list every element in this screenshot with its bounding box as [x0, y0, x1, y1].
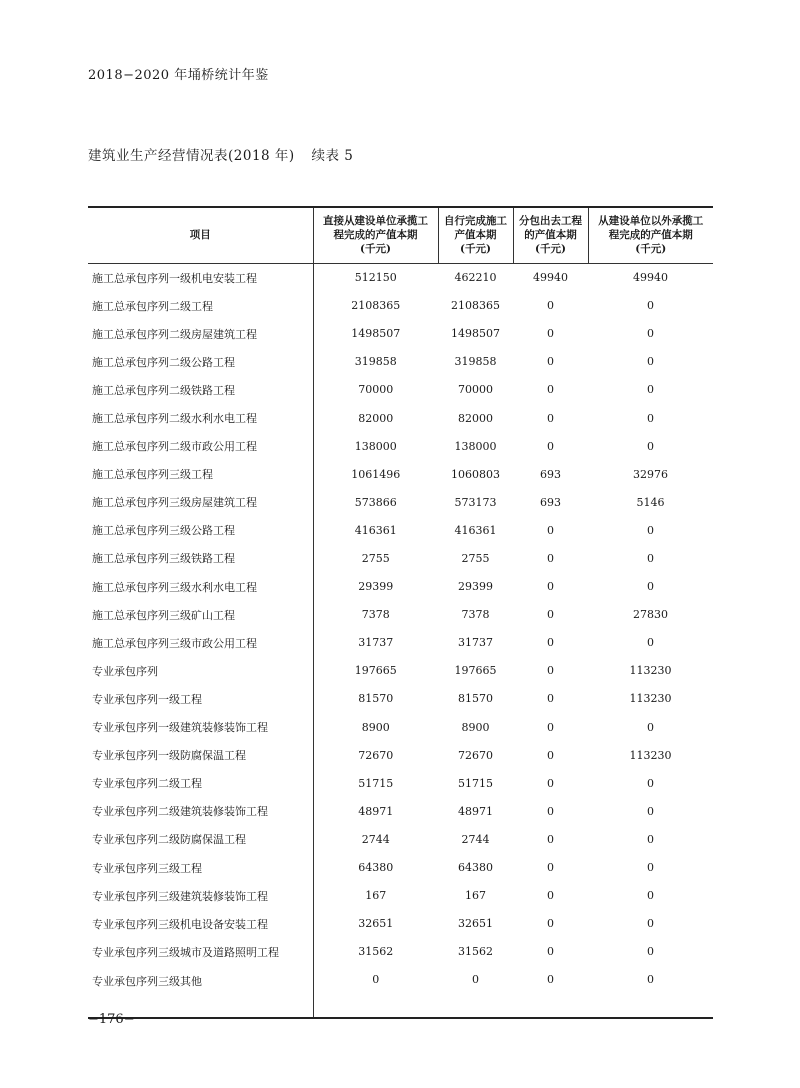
row-name: 专业承包序列一级建筑装修装饰工程 [92, 721, 268, 735]
row-name: 施工总承包序列二级房屋建筑工程 [92, 327, 257, 341]
cell-self-value: 48971 [458, 804, 493, 818]
cell-direct-value: 72670 [313, 741, 438, 769]
cell-direct-value: 32651 [313, 910, 438, 938]
cell-self-value: 81570 [458, 692, 493, 706]
table-row [88, 460, 713, 488]
cell-direct-value: 1061496 [313, 460, 438, 488]
table-row [88, 882, 713, 910]
cell-subcontracted-value: 0 [547, 636, 554, 650]
cell-direct-value: 138000 [313, 432, 438, 460]
cell-self-value: 64380 [458, 861, 493, 875]
row-name: 专业承包序列二级工程 [92, 777, 202, 791]
table-row [88, 432, 713, 460]
cell-direct-value: 0 [313, 966, 438, 1018]
table-row [88, 263, 713, 292]
cell-other-value: 0 [588, 966, 713, 1018]
cell-direct-value: 31737 [313, 629, 438, 657]
cell-other-value: 0 [647, 917, 654, 931]
column-header-line: 项目 [189, 229, 211, 242]
table-row [88, 685, 713, 713]
table-row [88, 741, 713, 769]
cell-subcontracted-value: 0 [547, 355, 554, 369]
cell-direct-value: 64380 [313, 853, 438, 881]
cell-other-value: 0 [647, 945, 654, 959]
cell-self-value: 462210 [454, 271, 497, 285]
cell-other-value: 0 [647, 439, 654, 453]
row-name: 专业承包序列三级工程 [92, 861, 202, 875]
cell-subcontracted-value: 0 [547, 608, 554, 622]
column-header-self [438, 207, 513, 263]
row-name: 施工总承包序列二级铁路工程 [92, 383, 235, 397]
table-row [88, 348, 713, 376]
column-header-line: 的产值本期 [524, 229, 577, 242]
cell-subcontracted-value: 0 [547, 383, 554, 397]
column-header-item [88, 207, 313, 263]
cell-direct-value: 29399 [313, 573, 438, 601]
cell-self-value: 138000 [454, 439, 497, 453]
table-row [88, 516, 713, 544]
row-name: 专业承包序列二级防腐保温工程 [92, 833, 246, 847]
table-row [88, 404, 713, 432]
cell-direct-value: 2744 [313, 825, 438, 853]
cell-direct-value: 31562 [313, 938, 438, 966]
cell-other-value: 0 [647, 383, 654, 397]
table-row [88, 910, 713, 938]
column-header-line: (千元) [460, 243, 491, 256]
cell-direct-value: 319858 [313, 348, 438, 376]
row-name: 施工总承包序列三级房屋建筑工程 [92, 496, 257, 510]
column-header-line: 程完成的产值本期 [333, 229, 418, 242]
cell-self-value: 72670 [458, 748, 493, 762]
table-body [88, 263, 713, 1018]
cell-self-value: 70000 [458, 383, 493, 397]
cell-direct-value: 48971 [313, 797, 438, 825]
cell-other-value: 0 [647, 299, 654, 313]
cell-other-value: 32976 [633, 467, 668, 481]
cell-subcontracted-value: 0 [547, 945, 554, 959]
table-row [88, 376, 713, 404]
table-row [88, 966, 713, 1018]
cell-other-value: 113230 [629, 748, 672, 762]
table-row [88, 853, 713, 881]
cell-self-value: 32651 [458, 917, 493, 931]
page-number: −176− [88, 1012, 135, 1027]
row-name: 施工总承包序列三级公路工程 [92, 524, 235, 538]
table-title-text: 建筑业生产经营情况表(2018 年) [88, 148, 295, 164]
row-name: 施工总承包序列二级市政公用工程 [92, 440, 257, 454]
row-name: 施工总承包序列二级水利水电工程 [92, 412, 257, 426]
cell-direct-value: 81570 [313, 685, 438, 713]
cell-direct-value: 82000 [313, 404, 438, 432]
cell-other-value: 0 [647, 832, 654, 846]
column-header-line: 从建设单位以外承揽工 [598, 215, 704, 228]
row-name: 施工总承包序列三级市政公用工程 [92, 636, 257, 650]
cell-direct-value: 197665 [313, 657, 438, 685]
row-name: 专业承包序列三级城市及道路照明工程 [92, 945, 279, 959]
cell-other-value: 0 [647, 804, 654, 818]
table-row [88, 320, 713, 348]
cell-self-value: 51715 [458, 776, 493, 790]
row-name: 专业承包序列二级建筑装修装饰工程 [92, 805, 268, 819]
cell-direct-value: 8900 [313, 713, 438, 741]
cell-subcontracted-value: 0 [547, 917, 554, 931]
column-header-line: 产值本期 [454, 229, 497, 242]
cell-subcontracted-value: 0 [547, 551, 554, 565]
cell-self-value: 2108365 [451, 299, 500, 313]
column-header-line: (千元) [360, 243, 391, 256]
table-row [88, 573, 713, 601]
cell-direct-value: 51715 [313, 769, 438, 797]
cell-other-value: 0 [647, 411, 654, 425]
row-name: 专业承包序列 [92, 664, 158, 678]
cell-other-value: 0 [647, 636, 654, 650]
table-row [88, 544, 713, 572]
header-row [88, 207, 713, 263]
statistics-table [88, 206, 713, 1019]
cell-direct-value: 7378 [313, 601, 438, 629]
cell-subcontracted-value: 49940 [533, 271, 568, 285]
table-row [88, 825, 713, 853]
cell-other-value: 0 [647, 861, 654, 875]
cell-self-value: 29399 [458, 580, 493, 594]
cell-direct-value: 70000 [313, 376, 438, 404]
column-header-other [588, 207, 713, 263]
cell-direct-value: 1498507 [313, 320, 438, 348]
cell-self-value: 0 [438, 966, 513, 1018]
cell-subcontracted-value: 0 [547, 327, 554, 341]
cell-subcontracted-value: 0 [547, 580, 554, 594]
cell-other-value: 27830 [633, 608, 668, 622]
cell-subcontracted-value: 0 [547, 411, 554, 425]
row-name: 施工总承包序列三级工程 [92, 468, 213, 482]
row-name: 专业承包序列一级工程 [92, 692, 202, 706]
cell-self-value: 319858 [454, 355, 497, 369]
table-row [88, 657, 713, 685]
cell-direct-value: 512150 [313, 263, 438, 292]
table-row [88, 938, 713, 966]
cell-subcontracted-value: 0 [547, 692, 554, 706]
cell-self-value: 573173 [454, 495, 497, 509]
column-header-line: 分包出去工程 [519, 215, 582, 228]
cell-direct-value: 573866 [313, 488, 438, 516]
table-row [88, 601, 713, 629]
cell-subcontracted-value: 0 [547, 299, 554, 313]
cell-other-value: 0 [647, 551, 654, 565]
cell-subcontracted-value: 0 [547, 804, 554, 818]
row-name: 施工总承包序列一级机电安装工程 [92, 271, 257, 285]
cell-other-value: 0 [647, 327, 654, 341]
cell-self-value: 2755 [461, 551, 490, 565]
cell-subcontracted-value: 0 [547, 664, 554, 678]
table-row [88, 713, 713, 741]
row-name: 专业承包序列三级建筑装修装饰工程 [92, 889, 268, 903]
cell-other-value: 0 [647, 523, 654, 537]
cell-subcontracted-value: 693 [540, 467, 561, 481]
cell-self-value: 2744 [461, 832, 490, 846]
cell-other-value: 0 [647, 776, 654, 790]
cell-other-value: 49940 [633, 271, 668, 285]
cell-direct-value: 167 [313, 882, 438, 910]
table-title [88, 144, 353, 164]
cell-subcontracted-value: 0 [547, 748, 554, 762]
column-header-subcontracted [513, 207, 588, 263]
table-row [88, 629, 713, 657]
cell-other-value: 0 [647, 720, 654, 734]
cell-self-value: 7378 [461, 608, 490, 622]
row-name: 施工总承包序列二级公路工程 [92, 355, 235, 369]
row-name: 施工总承包序列三级铁路工程 [92, 552, 235, 566]
cell-other-value: 113230 [629, 692, 672, 706]
table-row [88, 488, 713, 516]
row-name: 专业承包序列三级机电设备安装工程 [92, 917, 268, 931]
cell-direct-value: 2755 [313, 544, 438, 572]
running-head: 2018−2020 年埇桥统计年鉴 [88, 68, 269, 83]
table-row [88, 292, 713, 320]
column-header-line: 程完成的产值本期 [608, 229, 693, 242]
cell-subcontracted-value: 0 [547, 832, 554, 846]
cell-subcontracted-value: 0 [513, 966, 588, 1018]
table-header [88, 207, 713, 263]
column-header-line: (千元) [535, 243, 566, 256]
cell-self-value: 82000 [458, 411, 493, 425]
cell-other-value: 113230 [629, 664, 672, 678]
cell-subcontracted-value: 693 [540, 495, 561, 509]
table-row [88, 769, 713, 797]
cell-subcontracted-value: 0 [547, 439, 554, 453]
cell-self-value: 197665 [454, 664, 497, 678]
cell-self-value: 416361 [454, 523, 497, 537]
cell-direct-value: 2108365 [313, 292, 438, 320]
cell-self-value: 31562 [458, 945, 493, 959]
column-header-line: (千元) [635, 243, 667, 256]
row-name: 施工总承包序列三级矿山工程 [92, 608, 235, 622]
row-name: 施工总承包序列二级工程 [92, 299, 213, 313]
cell-subcontracted-value: 0 [547, 889, 554, 903]
cell-direct-value: 416361 [313, 516, 438, 544]
column-header-line: 自行完成施工 [444, 215, 507, 228]
cell-other-value: 0 [647, 889, 654, 903]
cell-self-value: 8900 [461, 720, 490, 734]
cell-self-value: 1498507 [451, 327, 500, 341]
cell-self-value: 31737 [458, 636, 493, 650]
column-header-direct [313, 207, 438, 263]
column-header-line: 直接从建设单位承揽工 [323, 215, 428, 228]
cell-self-value: 1060803 [451, 467, 500, 481]
table-row [88, 797, 713, 825]
cell-subcontracted-value: 0 [547, 861, 554, 875]
cell-other-value: 0 [647, 355, 654, 369]
cell-subcontracted-value: 0 [547, 523, 554, 537]
table-continuation: 续表 5 [311, 148, 354, 164]
cell-subcontracted-value: 0 [547, 720, 554, 734]
cell-other-value: 5146 [636, 495, 665, 509]
cell-subcontracted-value: 0 [547, 776, 554, 790]
row-name: 专业承包序列三级其他 [88, 966, 313, 1018]
cell-other-value: 0 [647, 580, 654, 594]
row-name: 专业承包序列一级防腐保温工程 [92, 749, 246, 763]
row-name: 施工总承包序列三级水利水电工程 [92, 580, 257, 594]
cell-self-value: 167 [465, 889, 486, 903]
